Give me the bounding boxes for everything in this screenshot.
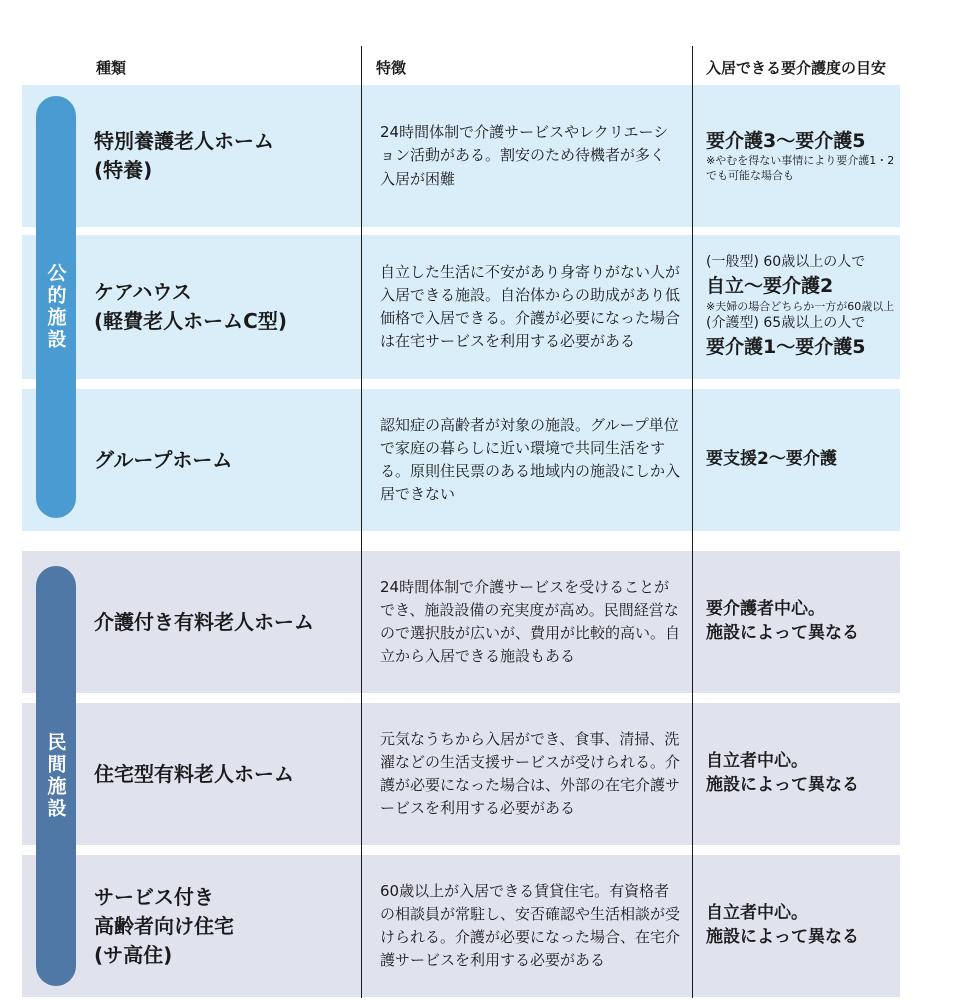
facility-name: 特別養護老人ホーム (特養) <box>94 129 274 182</box>
header-feature: 特徴 <box>376 58 407 77</box>
facility-feature: 元気なうちから入居ができ、食事、清掃、洗濯などの生活支援サービスが受けられる。介護が必要になった場合は、外部の在宅介護サービスを利用する必要がある <box>380 729 681 818</box>
facility-care-level <box>706 85 898 227</box>
facility-feature: 自立した生活に不安があり身寄りがない人が入居できる施設。自治体からの助成があり低価格で入居できる。介護が必要になった場合は在宅サービスを利用する必要がある <box>380 262 681 351</box>
group-label-private: 民間施設 <box>36 566 76 986</box>
facility-feature: 24時間体制で介護サービスやレクリエーション活動がある。割安のため待機者が多く入居が困難 <box>380 123 669 188</box>
header-care-level: 入居できる要介護度の目安 <box>706 58 887 77</box>
care-level-note: ※やむを得ない事情により要介護1・2でも可能な場合も <box>706 154 895 183</box>
facility-name: ケアハウス (軽費老人ホームC型) <box>94 280 287 333</box>
facility-care-level: 要介護者中心。 施設によって異なる <box>706 599 859 643</box>
care-level-note: ※夫婦の場合どちらか一方が60歳以上 <box>706 299 895 313</box>
facility-feature: 24時間体制で介護サービスを受けることができ、施設設備の充実度が高め。民間経営なので選択肢が広いが、費用が比較的高い。自立から入居できる施設もある <box>380 577 681 666</box>
facility-name: 介護付き有料老人ホーム <box>94 609 314 634</box>
facility-care-level: 自立者中心。 施設によって異なる <box>706 903 859 947</box>
header-type: 種類 <box>96 58 127 77</box>
care-level-value: 要介護1～要介護5 <box>706 336 866 359</box>
facility-name: 住宅型有料老人ホーム <box>94 761 294 786</box>
group-label-public: 公的施設 <box>36 96 76 518</box>
facility-care-level: 自立者中心。 施設によって異なる <box>706 751 859 795</box>
care-level-sub: (介護型) 65歳以上の人で <box>706 315 866 332</box>
facility-care-level <box>706 235 898 379</box>
column-divider <box>361 46 362 998</box>
facility-feature: 60歳以上が入居できる賃貸住宅。有資格者の相談員が常駐し、安否確認や生活相談が受けられる。介護が必要になった場合、在宅介護サービスを利用する必要がある <box>380 881 681 970</box>
care-level-value: 自立～要介護2 <box>706 274 834 297</box>
facility-name: サービス付き 高齢者向け住宅 (サ高住) <box>94 884 234 967</box>
facility-feature: 認知症の高齢者が対象の施設。グループ単位で家庭の暮らしに近い環境で共同生活をする。原則住民票のある地域内の施設にしか入居できない <box>380 415 681 504</box>
facility-care-level: 要支援2～要介護 <box>706 449 837 470</box>
care-level-value: 要介護3～要介護5 <box>706 129 866 152</box>
facility-name: グループホーム <box>94 447 233 472</box>
column-divider <box>692 46 693 998</box>
care-level-sub: (一般型) 60歳以上の人で <box>706 254 866 271</box>
